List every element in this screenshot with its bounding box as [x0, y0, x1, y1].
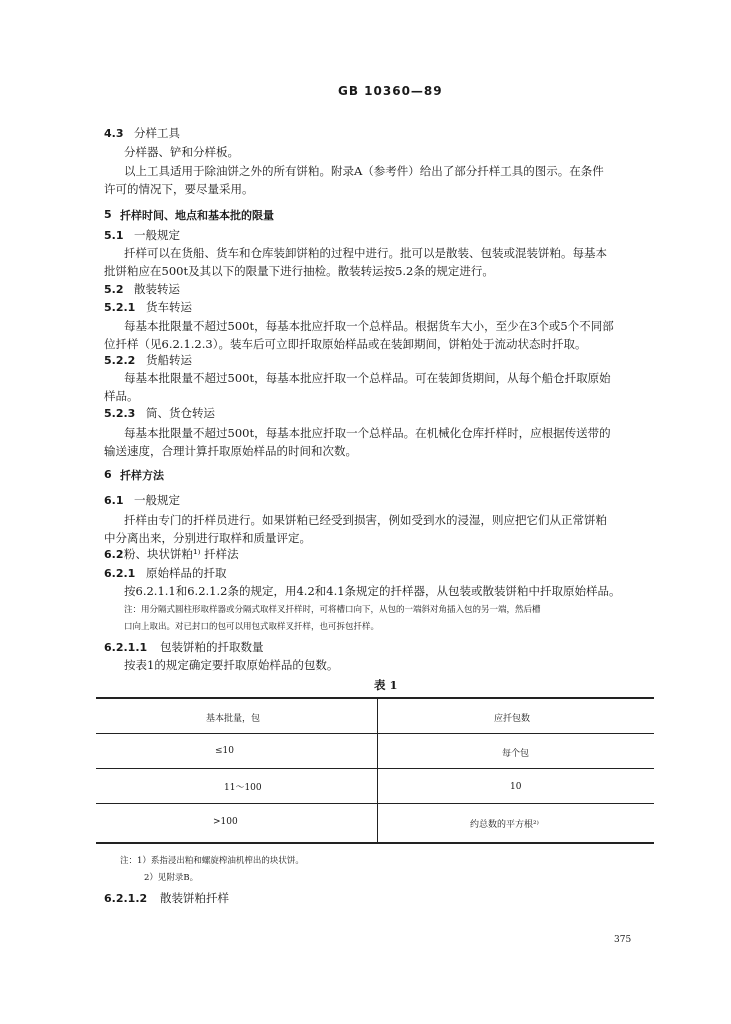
table-header-cell: 应扦包数 [494, 714, 531, 724]
section-5-1-number: 5.1 [104, 229, 124, 242]
paragraph-line: 扦样可以在货船、货车和仓库装卸饼粕的过程中进行。批可以是散装、包装或混装饼粕。每基本 [124, 246, 607, 260]
table-bottom-rule [96, 842, 654, 844]
table-cell: 每个包 [502, 749, 530, 759]
section-6-2-1-number: 6.2.1 [104, 567, 136, 580]
document-header: GB 10360—89 [338, 84, 443, 98]
table-cell: >100 [213, 817, 238, 827]
paragraph-line: 批饼粕应在500t及其以下的限量下进行抽检。散装转运按5.2条的规定进行。 [104, 264, 494, 278]
paragraph-line: 以上工具适用于除油饼之外的所有饼粕。附录A（参考件）给出了部分扦样工具的图示。在条件 [124, 164, 604, 178]
table-header-cell: 基本批量，包 [206, 714, 261, 724]
section-5-number: 5 [104, 208, 112, 221]
section-5-2-2-title: 货船转运 [146, 353, 192, 367]
table-header-rule [96, 733, 654, 734]
footnote-line: 2）见附录B。 [144, 873, 199, 883]
table-cell: 11～100 [224, 783, 262, 793]
paragraph-line: 位扦样（见6.2.1.2.3）。装车后可立即扦取原始样品或在装卸期间，饼粕处于流动状态时扦取。 [104, 337, 587, 351]
section-6-1-number: 6.1 [104, 494, 124, 507]
footnote-line: 注：1）系指浸出粕和螺旋榨油机榨出的块状饼。 [120, 856, 304, 866]
section-6-2-1-1-number: 6.2.1.1 [104, 641, 148, 654]
section-6-number: 6 [104, 468, 112, 481]
paragraph-line: 按6.2.1.1和6.2.1.2条的规定，用4.2和4.1条规定的扦样器，从包装或散装饼粕中扦取原始样品。 [124, 584, 621, 598]
section-5-2-2-number: 5.2.2 [104, 354, 136, 367]
paragraph-line: 每基本批限量不超过500t，每基本批应扦取一个总样品。可在装卸货期间，从每个船仓扦取原始 [124, 371, 611, 385]
section-5-2-3-number: 5.2.3 [104, 407, 136, 420]
section-6-title: 扦样方法 [120, 469, 164, 482]
paragraph-line: 扦样由专门的扦样员进行。如果饼粕已经受到损害，例如受到水的浸湿，则应把它们从正常饼粕 [124, 513, 607, 527]
section-5-2-3-title: 筒、货仓转运 [146, 406, 215, 420]
section-6-2-number: 6.2 [104, 548, 124, 561]
paragraph-line: 分样器、铲和分样板。 [124, 145, 239, 159]
note-line: 注：用分隔式圆柱形取样器或分隔式取样叉扦样时，可将槽口向下，从包的一端斜对角插入包的另一端，然后槽 [124, 605, 541, 615]
section-6-2-1-2-title: 散装饼粕扦样 [160, 891, 229, 905]
table-column-divider [377, 697, 378, 843]
section-4-3-number: 4.3 [104, 127, 124, 140]
table-caption: 表 1 [374, 678, 398, 692]
paragraph-line: 输送速度，合理计算扦取原始样品的时间和次数。 [104, 444, 357, 458]
section-6-2-1-2-number: 6.2.1.2 [104, 892, 148, 905]
section-5-2-1-title: 货车转运 [146, 300, 192, 314]
table-row-rule [96, 803, 654, 804]
table-cell: 约总数的平方根²⁾ [470, 820, 539, 830]
table-top-rule [96, 697, 654, 699]
section-6-1-title: 一般规定 [134, 493, 180, 507]
paragraph-line: 许可的情况下，要尽量采用。 [104, 182, 254, 196]
paragraph-line: 每基本批限量不超过500t，每基本批应扦取一个总样品。根据货车大小，至少在3个或5个不同部 [124, 319, 614, 333]
section-5-2-title: 散装转运 [134, 282, 180, 296]
paragraph-line: 按表1的规定确定要扦取原始样品的包数。 [124, 658, 339, 672]
table-row-rule [96, 768, 654, 769]
section-6-2-title: 粉、块状饼粕¹⁾ 扦样法 [124, 547, 239, 561]
table-cell: ≤10 [215, 746, 234, 756]
paragraph-line: 样品。 [104, 389, 139, 403]
section-4-3-title: 分样工具 [134, 126, 180, 140]
note-line: 口向上取出。对已封口的包可以用包式取样叉扦样，也可拆包扦样。 [124, 622, 380, 632]
section-5-2-number: 5.2 [104, 283, 124, 296]
section-5-2-1-number: 5.2.1 [104, 301, 136, 314]
table-cell: 10 [510, 782, 522, 792]
section-5-title: 扦样时间、地点和基本批的限量 [120, 209, 274, 222]
paragraph-line: 中分离出来，分别进行取样和质量评定。 [104, 531, 311, 545]
section-5-1-title: 一般规定 [134, 228, 180, 242]
section-6-2-1-title: 原始样品的扦取 [146, 566, 227, 580]
paragraph-line: 每基本批限量不超过500t，每基本批应扦取一个总样品。在机械化仓库扦样时，应根据传送带的 [124, 426, 611, 440]
page-number: 375 [614, 935, 632, 945]
section-6-2-1-1-title: 包装饼粕的扦取数量 [160, 640, 264, 654]
